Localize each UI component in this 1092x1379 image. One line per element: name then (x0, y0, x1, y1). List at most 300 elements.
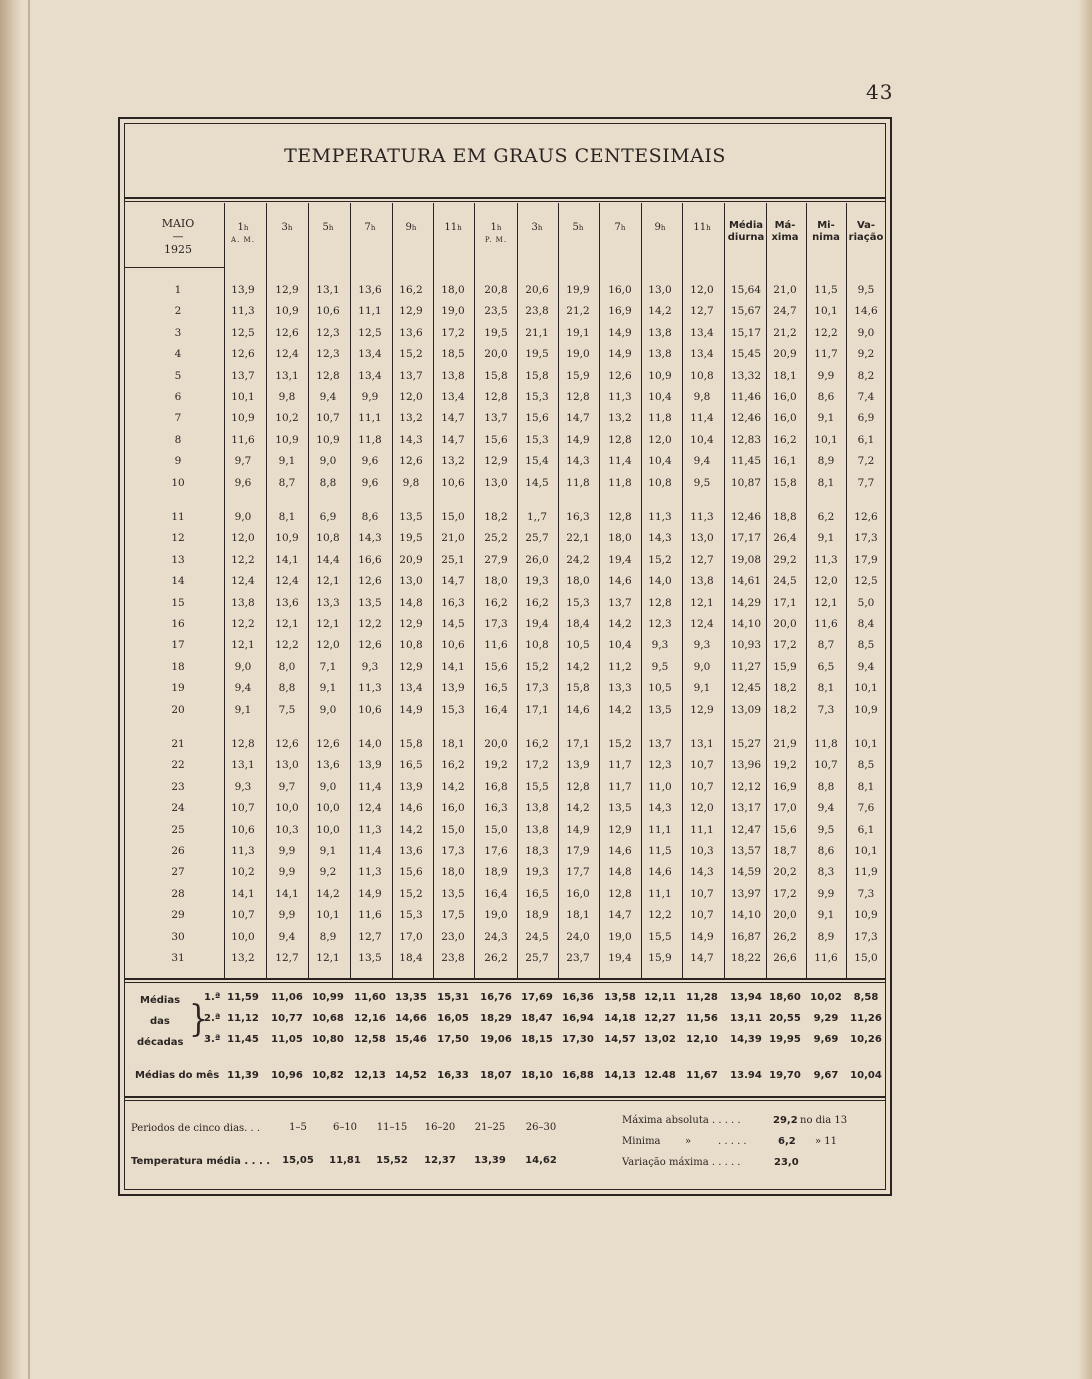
day-number: 13 (171, 553, 185, 566)
table-cell: 14,10 (730, 909, 762, 922)
table-cell: 8,8 (319, 476, 337, 489)
table-cell: 8,7 (278, 476, 296, 489)
period-range: 6–10 (332, 1122, 358, 1133)
table-cell: 8,8 (817, 780, 835, 793)
day-number: 3 (174, 326, 182, 339)
table-cell: 12,1 (316, 575, 340, 588)
table-cell: 13,2 (608, 412, 632, 425)
column-hour-suffix: h (370, 224, 376, 232)
table-cell: 8,9 (817, 455, 835, 468)
table-cell: 11,4 (690, 412, 714, 425)
table-cell: 14,9 (566, 433, 590, 446)
table-cell: 14,59 (730, 866, 762, 879)
table-cell: 9,1 (817, 532, 835, 545)
table-cell: 13,0 (275, 759, 299, 772)
table-cell: 8,6 (817, 845, 835, 857)
column-hour-suffix: h (457, 224, 462, 232)
table-cell: 9,6 (361, 455, 379, 468)
table-cell: 10,93 (730, 639, 762, 652)
page-right-edge (1078, 0, 1092, 1379)
table-cell: 13,4 (441, 391, 465, 403)
table-cell: 14,9 (690, 930, 714, 943)
decade-cell: 15,46 (395, 1034, 427, 1045)
decade-cell: 8,58 (853, 992, 879, 1003)
table-cell: 9,5 (817, 823, 835, 836)
table-cell: 18,5 (441, 348, 465, 361)
table-cell: 15,3 (566, 596, 590, 609)
table-cell: 13,9 (566, 759, 590, 772)
table-cell: 10,1 (854, 845, 878, 857)
table-cell: 14,3 (566, 455, 590, 468)
column-header-15 (804, 220, 848, 244)
table-cell: 18,2 (773, 682, 797, 695)
table-cell: 16,2 (484, 596, 508, 609)
table-cell: 10,8 (648, 476, 672, 489)
column-rule (517, 203, 518, 980)
table-cell: 14,8 (399, 596, 423, 609)
table-cell: 14,3 (648, 802, 672, 815)
page-number: 43 (866, 80, 894, 104)
table-cell: 12,1 (231, 639, 255, 652)
decade-cell: 10,26 (850, 1034, 882, 1045)
table-cell: 18,0 (608, 532, 632, 545)
column-period: P. M. (484, 236, 508, 244)
column-hour: 5 (322, 222, 329, 233)
table-cell: 18,1 (566, 909, 590, 922)
table-cell: 10,7 (316, 412, 340, 425)
table-cell: 20,8 (484, 284, 508, 296)
table-cell: 17,3 (854, 532, 878, 545)
table-cell: 18,0 (441, 284, 465, 296)
decade-cell: 17,69 (521, 992, 553, 1003)
column-header-12 (672, 222, 732, 234)
table-cell: 16,0 (773, 412, 797, 425)
table-cell: 9,1 (319, 845, 337, 857)
table-cell: 16,0 (566, 887, 590, 900)
table-cell: 10,7 (231, 802, 255, 815)
footer-rule-thin (124, 1100, 886, 1101)
table-cell: 14,6 (566, 703, 590, 716)
table-cell: 13,7 (399, 369, 423, 382)
table-cell: 11,1 (648, 823, 672, 836)
day-number: 29 (171, 909, 185, 922)
table-cell: 12,6 (316, 738, 340, 750)
table-cell: 18,3 (525, 845, 549, 857)
decade-cell: 9,69 (813, 1034, 839, 1045)
table-cell: 9,4 (234, 682, 252, 695)
table-cell: 14,10 (730, 618, 762, 630)
table-cell: 10,9 (854, 703, 878, 716)
table-cell: 12,7 (358, 930, 382, 943)
table-cell: 12,0 (231, 532, 255, 545)
table-cell: 18,1 (773, 369, 797, 382)
table-cell: 9,0 (319, 703, 337, 716)
month-mean-cell: 11,39 (227, 1070, 259, 1081)
table-cell: 11,3 (814, 553, 838, 566)
table-cell: 11,27 (730, 660, 762, 673)
table-cell: 11,3 (358, 823, 382, 836)
month-mean-cell: 13.94 (730, 1070, 762, 1081)
table-cell: 10,6 (358, 703, 382, 716)
month-mean-cell: 18,10 (521, 1070, 553, 1081)
table-cell: 12,1 (690, 596, 714, 609)
table-cell: 12,2 (814, 326, 838, 339)
table-cell: 10,7 (231, 909, 255, 922)
day-number: 11 (171, 511, 185, 523)
period-mean: 11,81 (329, 1155, 361, 1166)
table-cell: 11,3 (358, 682, 382, 695)
period-mean: 14,62 (525, 1155, 557, 1166)
table-cell: 14,2 (566, 660, 590, 673)
table-cell: 12,4 (275, 348, 299, 361)
table-cell: 13,9 (399, 780, 423, 793)
table-cell: 11,0 (648, 780, 672, 793)
table-cell: 15,3 (399, 909, 423, 922)
day-number: 18 (171, 660, 185, 673)
decade-cell: 16,05 (437, 1013, 469, 1024)
decades-label-decadas: décadas (137, 1037, 184, 1048)
table-cell: 24,2 (566, 553, 590, 566)
table-cell: 11,6 (814, 952, 838, 964)
decade-cell: 11,05 (271, 1034, 303, 1045)
table-cell: 16,9 (773, 780, 797, 793)
table-cell: 14,2 (441, 780, 465, 793)
table-cell: 18,4 (399, 952, 423, 964)
table-cell: 19,0 (566, 348, 590, 361)
table-cell: 16,0 (608, 284, 632, 296)
decade-cell: 12,10 (686, 1034, 718, 1045)
table-cell: 18,7 (773, 845, 797, 857)
month-mean-cell: 10,96 (271, 1070, 303, 1081)
table-cell: 7,3 (817, 703, 835, 716)
table-cell: 10,3 (690, 845, 714, 857)
month-dash: — (172, 230, 184, 243)
table-cell: 24,7 (773, 305, 797, 318)
table-cell: 14,6 (854, 305, 878, 318)
table-cell: 19,5 (525, 348, 549, 361)
day-number: 12 (171, 532, 185, 545)
table-cell: 10,3 (275, 823, 299, 836)
table-cell: 19,4 (525, 618, 549, 630)
table-cell: 21,1 (525, 326, 549, 339)
column-hour: 3 (281, 222, 288, 233)
table-cell: 11,1 (358, 412, 382, 425)
table-cell: 16,5 (525, 887, 549, 900)
table-cell: 9,3 (651, 639, 669, 652)
table-cell: 12,0 (690, 802, 714, 815)
table-cell: 17,1 (525, 703, 549, 716)
table-cell: 29,2 (773, 553, 797, 566)
table-cell: 12,12 (730, 780, 762, 793)
table-cell: 10,9 (316, 433, 340, 446)
table-cell: 9,1 (319, 682, 337, 695)
header-line-1: Má- (774, 220, 796, 231)
table-cell: 9,9 (278, 845, 296, 857)
table-cell: 15,6 (773, 823, 797, 836)
table-cell: 15,8 (484, 369, 508, 382)
table-cell: 9,8 (402, 476, 420, 489)
table-cell: 13,5 (441, 887, 465, 900)
table-cell: 17,2 (525, 759, 549, 772)
day-number: 10 (171, 476, 185, 489)
table-cell: 15,6 (399, 866, 423, 879)
table-cell: 6,9 (319, 511, 337, 523)
column-rule (474, 203, 475, 980)
table-cell: 16,4 (484, 703, 508, 716)
table-cell: 12,3 (316, 348, 340, 361)
table-cell: 10,8 (316, 532, 340, 545)
table-cell: 15,2 (608, 738, 632, 750)
table-cell: 15,3 (441, 703, 465, 716)
table-cell: 14,9 (608, 326, 632, 339)
table-cell: 12,8 (608, 887, 632, 900)
period-range: 1–5 (289, 1122, 307, 1133)
table-cell: 18,22 (730, 952, 762, 964)
decade-cell: 15,31 (437, 992, 469, 1003)
table-cell: 12,6 (854, 511, 878, 523)
table-cell: 9,2 (857, 348, 875, 361)
table-cell: 8,1 (278, 511, 296, 523)
table-cell: 9,6 (361, 476, 379, 489)
day-number: 17 (171, 639, 185, 652)
day-number: 1 (174, 284, 182, 296)
month-mean-cell: 16,88 (562, 1070, 594, 1081)
table-cell: 19,4 (608, 952, 632, 964)
table-cell: 18,0 (441, 866, 465, 879)
column-hour: 1 (490, 222, 497, 233)
table-cell: 19,3 (525, 866, 549, 879)
table-cell: 12,9 (399, 618, 423, 630)
column-header-16 (844, 220, 888, 244)
table-cell: 12,45 (730, 682, 762, 695)
table-cell: 13,5 (648, 703, 672, 716)
decade-cell: 12,27 (644, 1013, 676, 1024)
decades-brace: } (189, 998, 209, 1041)
table-cell: 11,45 (730, 455, 762, 468)
table-cell: 13,4 (690, 348, 714, 361)
table-cell: 8,5 (857, 759, 875, 772)
table-cell: 10,9 (854, 909, 878, 922)
table-cell: 16,5 (484, 682, 508, 695)
table-cell: 11,1 (648, 887, 672, 900)
table-cell: 12,46 (730, 511, 762, 523)
table-cell: 20,9 (773, 348, 797, 361)
decade-cell: 20,55 (769, 1013, 801, 1024)
min-label: Minima (622, 1136, 661, 1147)
month-mean-cell: 14,13 (604, 1070, 636, 1081)
table-cell: 12,9 (608, 823, 632, 836)
table-cell: 13,57 (730, 845, 762, 857)
decade-label: 3.ª (204, 1034, 221, 1045)
table-cell: 9,1 (693, 682, 711, 695)
period-range: 26–30 (525, 1122, 557, 1133)
table-cell: 12,0 (648, 433, 672, 446)
table-cell: 9,4 (319, 391, 337, 403)
table-cell: 13,09 (730, 703, 762, 716)
day-number: 8 (174, 433, 182, 446)
table-cell: 12,1 (316, 952, 340, 964)
table-cell: 13,7 (608, 596, 632, 609)
summary-rule-thin (124, 982, 886, 983)
table-cell: 18,1 (441, 738, 465, 750)
table-cell: 15,9 (566, 369, 590, 382)
table-cell: 9,3 (693, 639, 711, 652)
column-rule (641, 203, 642, 980)
table-cell: 12,8 (608, 433, 632, 446)
column-rule (806, 203, 807, 980)
periods-label: Periodos de cinco dias. . . (131, 1123, 261, 1134)
table-cell: 19,1 (566, 326, 590, 339)
table-cell: 17,6 (484, 845, 508, 857)
table-cell: 12,3 (648, 618, 672, 630)
table-cell: 14,6 (399, 802, 423, 815)
table-cell: 12,0 (690, 284, 714, 296)
table-cell: 17,1 (566, 738, 590, 750)
table-cell: 13,8 (648, 326, 672, 339)
table-cell: 9,1 (817, 412, 835, 425)
header-line-2: nima (812, 232, 840, 243)
table-cell: 17,3 (525, 682, 549, 695)
table-cell: 14,3 (358, 532, 382, 545)
table-cell: 11,7 (814, 348, 838, 361)
column-period: A. M. (231, 236, 255, 244)
table-cell: 20,0 (773, 618, 797, 630)
header-line-2: diurna (727, 232, 765, 243)
table-cell: 14,7 (566, 412, 590, 425)
table-cell: 7,2 (857, 455, 875, 468)
table-cell: 17,5 (441, 909, 465, 922)
table-cell: 13,17 (730, 802, 762, 815)
decade-cell: 19,06 (480, 1034, 512, 1045)
table-cell: 17,3 (854, 930, 878, 943)
table-cell: 24,3 (484, 930, 508, 943)
table-cell: 26,2 (773, 930, 797, 943)
table-cell: 15,27 (730, 738, 762, 750)
table-cell: 13,8 (441, 369, 465, 382)
table-cell: 9,9 (278, 866, 296, 879)
decade-label: 2.ª (204, 1013, 221, 1024)
table-cell: 12,9 (484, 455, 508, 468)
temp-mean-label: Temperatura média . . . . (131, 1156, 271, 1167)
table-cell: 13,0 (648, 284, 672, 296)
column-hour-suffix: h (496, 224, 502, 232)
table-cell: 13,9 (441, 682, 465, 695)
table-cell: 24,5 (773, 575, 797, 588)
table-cell: 19,4 (608, 553, 632, 566)
decade-cell: 14,66 (395, 1013, 427, 1024)
table-cell: 10,9 (275, 433, 299, 446)
table-cell: 22,1 (566, 532, 590, 545)
table-cell: 13,2 (231, 952, 255, 964)
table-cell: 8,1 (817, 682, 835, 695)
table-cell: 13,8 (690, 575, 714, 588)
table-cell: 11,4 (608, 455, 632, 468)
month-name: MAIO (161, 217, 195, 230)
month-mean-cell: 9,67 (813, 1070, 839, 1081)
table-cell: 14,8 (608, 866, 632, 879)
month-year: 1925 (164, 243, 192, 256)
decade-cell: 11,26 (850, 1013, 882, 1024)
table-cell: 23,7 (566, 952, 590, 964)
table-cell: 12,0 (814, 575, 838, 588)
table-cell: 26,0 (525, 553, 549, 566)
table-cell: 14,29 (730, 596, 762, 609)
table-cell: 12,4 (275, 575, 299, 588)
column-rule (682, 203, 683, 980)
table-cell: 16,0 (441, 802, 465, 815)
table-cell: 11,3 (358, 866, 382, 879)
table-cell: 26,4 (773, 532, 797, 545)
table-cell: 13,6 (399, 326, 423, 339)
table-cell: 10,1 (814, 433, 838, 446)
table-cell: 13,9 (231, 284, 255, 296)
table-cell: 14,0 (648, 575, 672, 588)
table-cell: 8,1 (817, 476, 835, 489)
decade-cell: 11,60 (354, 992, 386, 1003)
table-cell: 11,4 (358, 845, 382, 857)
table-cell: 9,4 (857, 660, 875, 673)
table-cell: 13,7 (484, 412, 508, 425)
table-cell: 23,8 (525, 305, 549, 318)
day-number: 16 (171, 618, 185, 630)
table-cell: 15,17 (730, 326, 762, 339)
table-cell: 15,0 (441, 823, 465, 836)
table-cell: 12,6 (231, 348, 255, 361)
table-cell: 6,9 (857, 412, 875, 425)
table-cell: 12,8 (316, 369, 340, 382)
table-cell: 15,0 (441, 511, 465, 523)
month-mean-cell: 14,52 (395, 1070, 427, 1081)
column-hour-suffix: h (328, 224, 334, 232)
month-mean-cell: 10,82 (312, 1070, 344, 1081)
decade-cell: 10,99 (312, 992, 344, 1003)
table-cell: 8,6 (361, 511, 379, 523)
table-cell: 12,8 (484, 391, 508, 403)
table-cell: 12,2 (358, 618, 382, 630)
column-hour: 5 (572, 222, 579, 233)
decade-cell: 12,16 (354, 1013, 386, 1024)
month-header-rule (124, 267, 224, 268)
table-cell: 12,2 (275, 639, 299, 652)
max-abs-label: Máxima absoluta . . . . . (622, 1115, 741, 1126)
table-cell: 8,6 (817, 391, 835, 403)
day-number: 4 (174, 348, 182, 361)
table-cell: 9,0 (693, 660, 711, 673)
table-cell: 10,4 (608, 639, 632, 652)
table-cell: 12,9 (690, 703, 714, 716)
table-cell: 16,2 (773, 433, 797, 446)
table-cell: 12,6 (275, 326, 299, 339)
table-cell: 11,8 (648, 412, 672, 425)
table-cell: 6,2 (817, 511, 835, 523)
table-cell: 12,0 (316, 639, 340, 652)
table-cell: 10,7 (690, 909, 714, 922)
table-cell: 9,8 (693, 391, 711, 403)
table-cell: 11,3 (231, 305, 255, 318)
table-cell: 10,87 (730, 476, 762, 489)
table-cell: 12,3 (648, 759, 672, 772)
table-cell: 15,2 (399, 887, 423, 900)
table-cell: 10,6 (441, 476, 465, 489)
table-cell: 19,0 (608, 930, 632, 943)
var-label: Variação máxima . . . . . (622, 1157, 741, 1168)
table-cell: 10,1 (854, 682, 878, 695)
decade-cell: 14,18 (604, 1013, 636, 1024)
table-cell: 12,5 (358, 326, 382, 339)
table-cell: 15,3 (525, 433, 549, 446)
table-cell: 21,0 (441, 532, 465, 545)
day-number: 27 (171, 866, 185, 879)
